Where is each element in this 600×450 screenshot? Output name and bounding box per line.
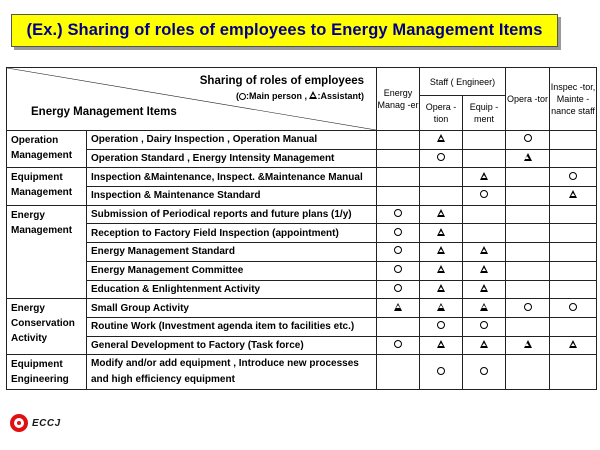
role-mark-cell <box>377 224 420 243</box>
role-mark-cell <box>550 224 597 243</box>
assistant-triangle-icon <box>437 209 445 217</box>
category-cell: Energy Management <box>7 205 87 298</box>
main-person-circle-icon <box>524 134 532 142</box>
slide-title: (Ex.) Sharing of roles of employees to Energy Management Items <box>26 21 543 39</box>
role-mark-cell <box>463 280 506 299</box>
assistant-triangle-icon <box>480 172 488 180</box>
table-row <box>7 317 597 336</box>
assistant-triangle-icon <box>480 284 488 292</box>
main-person-circle-icon <box>394 265 402 273</box>
eccj-logo-icon <box>10 414 28 432</box>
category-cell: Equipment Engineering <box>7 355 87 390</box>
assistant-triangle-icon <box>437 228 445 236</box>
item-cell: Operation , Dairy Inspection , Operation Manual <box>87 131 377 150</box>
table-row <box>7 224 597 243</box>
item-cell: Reception to Factory Field Inspection (appointment) <box>87 224 377 243</box>
item-cell: Energy Management Committee <box>87 261 377 280</box>
item-cell: Education & Enlightenment Activity <box>87 280 377 299</box>
role-mark-cell <box>420 131 463 150</box>
eccj-logo <box>10 414 61 432</box>
role-mark-cell <box>550 149 597 168</box>
role-mark-cell <box>377 336 420 355</box>
slide-title-box <box>11 14 558 47</box>
assistant-triangle-icon <box>524 153 532 161</box>
main-person-circle-icon <box>524 303 532 311</box>
role-mark-cell <box>550 131 597 150</box>
role-mark-cell <box>506 205 550 224</box>
main-person-circle-icon <box>437 153 445 161</box>
item-cell: Small Group Activity <box>87 299 377 318</box>
roles-table-body <box>7 131 597 390</box>
roles-table <box>6 67 597 390</box>
table-row <box>7 149 597 168</box>
roles-header <box>200 74 364 104</box>
role-mark-cell <box>506 355 550 390</box>
assistant-triangle-icon <box>437 303 445 311</box>
role-mark-cell <box>377 243 420 262</box>
category-cell: Operation Management <box>7 131 87 168</box>
main-person-circle-icon <box>394 284 402 292</box>
table-row <box>7 280 597 299</box>
role-mark-cell <box>463 131 506 150</box>
role-mark-cell <box>377 355 420 390</box>
table-row <box>7 187 597 206</box>
role-mark-cell <box>463 205 506 224</box>
assistant-triangle-icon <box>480 340 488 348</box>
role-mark-cell <box>506 224 550 243</box>
item-cell: Submission of Periodical reports and future plans (1/y) <box>87 205 377 224</box>
item-cell: Operation Standard , Energy Intensity Management <box>87 149 377 168</box>
role-mark-cell <box>506 317 550 336</box>
role-mark-cell <box>463 317 506 336</box>
item-cell: Energy Management Standard <box>87 243 377 262</box>
item-cell: Routine Work (Investment agenda item to facilities etc.) <box>87 317 377 336</box>
item-cell: General Development to Factory (Task force) <box>87 336 377 355</box>
assistant-triangle-icon <box>480 246 488 254</box>
role-mark-cell <box>506 131 550 150</box>
main-person-circle-icon <box>437 321 445 329</box>
main-person-circle-icon <box>569 172 577 180</box>
main-person-circle-icon <box>394 340 402 348</box>
legend: ( :Main person , :Assistant) <box>235 91 364 101</box>
role-mark-cell <box>463 168 506 187</box>
assistant-triangle-icon <box>480 303 488 311</box>
role-mark-cell <box>420 224 463 243</box>
role-mark-cell <box>550 205 597 224</box>
role-mark-cell <box>420 168 463 187</box>
role-mark-cell <box>377 261 420 280</box>
role-mark-cell <box>550 336 597 355</box>
eccj-logo-text: ECCJ <box>32 417 61 429</box>
main-person-circle-icon <box>437 367 445 375</box>
table-row <box>7 261 597 280</box>
main-person-circle-icon <box>394 228 402 236</box>
assistant-triangle-icon <box>480 265 488 273</box>
table-row <box>7 336 597 355</box>
role-mark-cell <box>506 187 550 206</box>
role-mark-cell <box>420 187 463 206</box>
main-person-circle-icon <box>480 190 488 198</box>
assistant-triangle-icon <box>437 284 445 292</box>
roles-header-label: Sharing of roles of employees <box>199 75 364 87</box>
main-person-circle-icon <box>480 367 488 375</box>
role-mark-cell <box>377 205 420 224</box>
role-mark-cell <box>506 168 550 187</box>
role-mark-cell <box>463 261 506 280</box>
role-mark-cell <box>420 299 463 318</box>
header-corner-cell <box>7 68 377 131</box>
main-person-circle-icon <box>394 246 402 254</box>
category-cell: Energy Conservation Activity <box>7 299 87 355</box>
role-mark-cell <box>463 336 506 355</box>
assistant-triangle-icon <box>437 246 445 254</box>
role-mark-cell <box>420 280 463 299</box>
role-mark-cell <box>506 149 550 168</box>
role-mark-cell <box>550 355 597 390</box>
items-header: Energy Management Items <box>31 106 177 118</box>
assistant-triangle-icon <box>394 303 402 311</box>
table-row <box>7 205 597 224</box>
role-mark-cell <box>463 149 506 168</box>
role-mark-cell <box>463 187 506 206</box>
table-row <box>7 299 597 318</box>
category-cell: Equipment Management <box>7 168 87 205</box>
role-mark-cell <box>377 317 420 336</box>
role-mark-cell <box>377 168 420 187</box>
assistant-triangle-icon <box>524 340 532 348</box>
item-cell: Inspection & Maintenance Standard <box>87 187 377 206</box>
table-row <box>7 355 597 390</box>
main-person-circle-icon <box>569 303 577 311</box>
assistant-triangle-icon <box>437 265 445 273</box>
table-row <box>7 131 597 150</box>
role-mark-cell <box>377 280 420 299</box>
role-mark-cell <box>463 355 506 390</box>
role-mark-cell <box>506 243 550 262</box>
role-mark-cell <box>377 131 420 150</box>
item-cell: Modify and/or add equipment , Introduce new processes and high efficiency equipment <box>87 355 377 390</box>
role-mark-cell <box>550 317 597 336</box>
assistant-triangle-icon <box>437 340 445 348</box>
assistant-triangle-icon <box>569 190 577 198</box>
col-equipment: Equip -ment <box>463 96 506 131</box>
main-person-circle-icon <box>239 91 246 102</box>
table-row <box>7 243 597 262</box>
role-mark-cell <box>506 280 550 299</box>
role-mark-cell <box>506 261 550 280</box>
role-mark-cell <box>550 299 597 318</box>
role-mark-cell <box>420 149 463 168</box>
main-person-circle-icon <box>394 209 402 217</box>
role-mark-cell <box>550 243 597 262</box>
table-row <box>7 168 597 187</box>
item-cell: Inspection &Maintenance, Inspect. &Maintenance Manual <box>87 168 377 187</box>
assistant-triangle-icon <box>437 134 445 142</box>
role-mark-cell <box>420 205 463 224</box>
col-energy-manager: Energy Manag -er <box>377 68 420 131</box>
role-mark-cell <box>463 224 506 243</box>
col-operator: Opera -tor <box>506 68 550 131</box>
role-mark-cell <box>420 355 463 390</box>
col-operation: Opera -tion <box>420 96 463 131</box>
col-inspector: Inspec -tor, Mainte -nance staff <box>550 68 597 131</box>
role-mark-cell <box>377 299 420 318</box>
role-mark-cell <box>463 243 506 262</box>
main-person-circle-icon <box>480 321 488 329</box>
role-mark-cell <box>420 261 463 280</box>
role-mark-cell <box>506 336 550 355</box>
role-mark-cell <box>420 336 463 355</box>
role-mark-cell <box>420 243 463 262</box>
role-mark-cell <box>463 299 506 318</box>
role-mark-cell <box>550 261 597 280</box>
role-mark-cell <box>550 187 597 206</box>
assistant-triangle-icon <box>569 340 577 348</box>
col-staff: Staff ( Engineer) <box>420 68 506 96</box>
role-mark-cell <box>550 280 597 299</box>
role-mark-cell <box>377 187 420 206</box>
role-mark-cell <box>506 299 550 318</box>
role-mark-cell <box>377 149 420 168</box>
role-mark-cell <box>420 317 463 336</box>
role-mark-cell <box>550 168 597 187</box>
